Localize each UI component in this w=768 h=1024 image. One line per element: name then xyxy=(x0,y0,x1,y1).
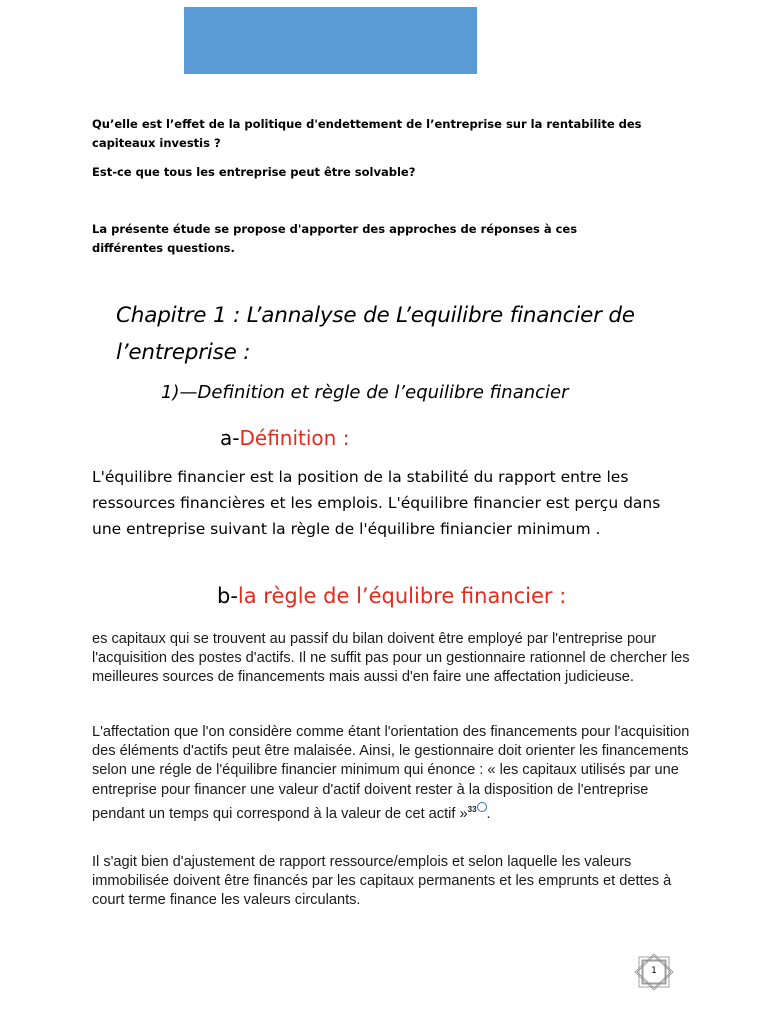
page-number-badge xyxy=(634,953,674,991)
definition-paragraph: L'équilibre financier est la position de la stabilité du rapport entre les ressources financières et les emplois. L'équilibre financier est perçu dans une entreprise suivant la règle de l'équilibre finiancier minimum . xyxy=(92,468,661,538)
body-paragraph-2 xyxy=(92,723,692,824)
question-2: Est-ce que tous les entreprise peut être solvable? xyxy=(92,165,416,179)
page-number: 1 xyxy=(651,966,657,976)
paragraph-text: L'affectation que l'on considère comme étant l'orientation des financements pour l'acquisition des éléments d'actifs peut être malaisée. Ainsi, le gestionnaire doit orienter les financements selon une régle de l'équilibre financier minimum qui énonce : « les capitaux utilisés par une entreprise pour financer une valeur d'actif doivent rester à la disposition de l'entreprise pendant un temps qui correspond à la valeur de cet actif » xyxy=(92,724,690,822)
paragraph-end: . xyxy=(486,805,491,822)
body-paragraph-1: es capitaux qui se trouvent au passif du bilan doivent être employé par l'entreprise pour l'acquisition des postes d'actifs. Il ne suffit pas pour un gestionnaire rationnel de chercher les meilleures sources de financements mais aussi d'en faire une affectation judicieuse. xyxy=(92,631,690,686)
footnote-ref[interactable]: 33 xyxy=(467,804,477,814)
subheading-prefix: a- xyxy=(220,426,240,450)
header-color-block xyxy=(184,7,477,74)
subheading-label: la règle de l’équlibre financier : xyxy=(237,584,567,608)
body-paragraph-3: Il s'agit bien d'ajustement de rapport ressource/emplois et selon laquelle les valeurs immobilisée doivent être financés par les capitaux permanents et les emprunts et dettes à court terme finance les valeurs circulants. xyxy=(92,854,672,909)
chapter-title: Chapitre 1 : L’annalyse de L’equilibre financier de l’entreprise : xyxy=(116,303,635,365)
subheading-prefix: b- xyxy=(217,584,238,608)
footnote-marker-icon xyxy=(477,802,487,812)
intro-paragraph: La présente étude se propose d'apporter des approches de réponses à ces différentes questions. xyxy=(92,222,578,255)
question-1: Qu’elle est l’effet de la politique d'endettement de l’entreprise sur la rentabilite des capiteaux investis ? xyxy=(92,117,642,150)
subheading-rule xyxy=(217,579,566,613)
subheading-definition xyxy=(220,421,349,455)
section-title: 1)—Definition et règle de l’equilibre financier xyxy=(161,382,569,403)
subheading-label: Définition : xyxy=(239,426,350,450)
